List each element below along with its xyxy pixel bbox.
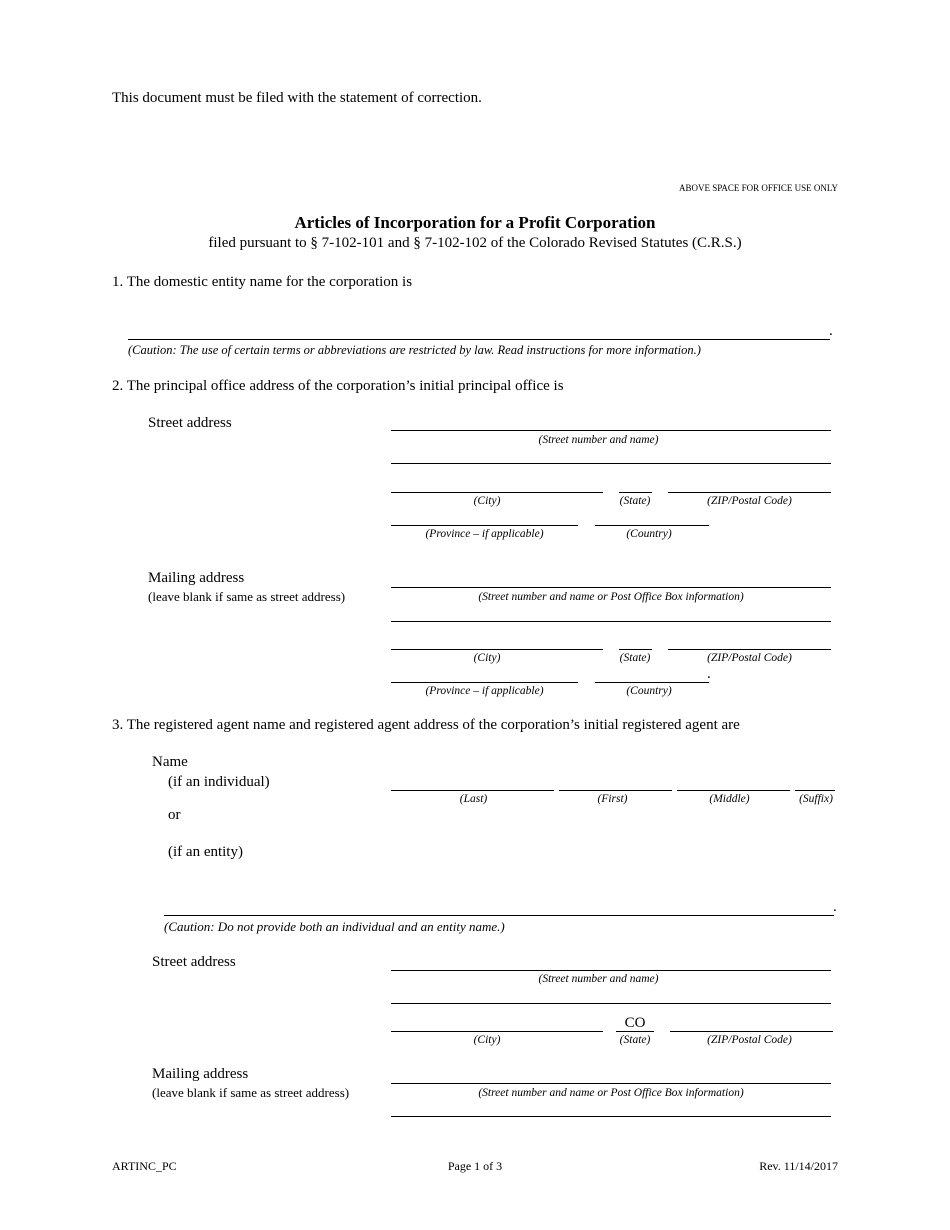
agent-suffix-input[interactable] [795, 773, 835, 791]
entity-name-input[interactable] [128, 322, 830, 340]
principal-mailing-street-input[interactable] [391, 570, 831, 588]
agent-street-line2-input[interactable] [391, 986, 831, 1004]
agent-state-value: CO [616, 1015, 654, 1032]
principal-mailing-city-caption: (City) [473, 652, 501, 664]
agent-last-caption: (Last) [459, 793, 488, 805]
principal-mailing-label: Mailing address [148, 570, 245, 586]
agent-mailing-label: Mailing address [152, 1066, 249, 1082]
principal-city-caption: (City) [473, 495, 501, 507]
agent-street-label: Street address [152, 954, 236, 970]
agent-mailing-note: (leave blank if same as street address) [152, 1085, 350, 1100]
section-2-label: 2. The principal office address of the corporation’s initial principal office is [112, 378, 564, 394]
principal-mailing-zip-caption: (ZIP/Postal Code) [707, 652, 792, 664]
agent-mailing-street-input[interactable] [391, 1066, 831, 1084]
principal-mailing-city-input[interactable] [391, 632, 603, 650]
principal-zip-caption: (ZIP/Postal Code) [707, 495, 792, 507]
agent-state-caption: (State) [619, 1034, 651, 1046]
principal-mailing-note: (leave blank if same as street address) [148, 589, 346, 604]
agent-last-name-input[interactable] [391, 773, 554, 791]
principal-mailing-zip-input[interactable] [668, 632, 831, 650]
agent-first-caption: (First) [597, 793, 628, 805]
agent-mailing-street-caption: (Street number and name or Post Office Box information) [478, 1087, 744, 1099]
agent-city-caption: (City) [473, 1034, 501, 1046]
principal-mailing-province-caption: (Province – if applicable) [425, 685, 544, 697]
agent-middle-name-input[interactable] [677, 773, 790, 791]
agent-or-label: or [168, 807, 181, 823]
agent-middle-caption: (Middle) [709, 793, 750, 805]
agent-name-label: Name [152, 754, 188, 770]
agent-zip-caption: (ZIP/Postal Code) [707, 1034, 792, 1046]
principal-mailing-country-caption: (Country) [626, 685, 672, 697]
principal-province-caption: (Province – if applicable) [425, 528, 544, 540]
principal-street-label: Street address [148, 415, 232, 431]
agent-street-input[interactable] [391, 953, 831, 971]
revision-date: Rev. 11/14/2017 [759, 1159, 838, 1173]
principal-mailing-state-caption: (State) [619, 652, 651, 664]
section-1-caution: (Caution: The use of certain terms or abbreviations are restricted by law. Read instructions for more information.) [128, 343, 701, 357]
principal-mailing-province-input[interactable] [391, 665, 578, 683]
agent-suffix-caption: (Suffix) [799, 793, 833, 805]
principal-mailing-street-caption: (Street number and name or Post Office Box information) [478, 591, 744, 603]
agent-entity-label: (if an entity) [168, 844, 243, 860]
form-id: ARTINC_PC [112, 1159, 177, 1173]
agent-street-caption: (Street number and name) [538, 973, 659, 985]
principal-zip-input[interactable] [668, 475, 831, 493]
principal-street-input[interactable] [391, 413, 831, 431]
principal-mailing-state-input[interactable] [619, 632, 652, 650]
mailing-country-period: . [707, 666, 711, 682]
agent-mailing-street-line2-input[interactable] [391, 1099, 831, 1117]
principal-city-input[interactable] [391, 475, 603, 493]
section-3-label: 3. The registered agent name and registered agent address of the corporation’s initial registered agent are [112, 717, 740, 733]
agent-entity-name-input[interactable] [164, 898, 834, 916]
page-title: Articles of Incorporation for a Profit Corporation [294, 213, 656, 232]
principal-province-input[interactable] [391, 508, 578, 526]
principal-mailing-street-line2-input[interactable] [391, 604, 831, 622]
agent-zip-input[interactable] [670, 1014, 833, 1032]
agent-first-name-input[interactable] [559, 773, 672, 791]
principal-state-input[interactable] [619, 475, 652, 493]
filing-notice: This document must be filed with the statement of correction. [112, 90, 482, 106]
agent-caution: (Caution: Do not provide both an individual and an entity name.) [164, 919, 505, 934]
principal-country-input[interactable] [595, 508, 709, 526]
entity-name-period: . [829, 323, 833, 339]
principal-state-caption: (State) [619, 495, 651, 507]
page-number: Page 1 of 3 [447, 1159, 503, 1173]
agent-individual-label: (if an individual) [168, 774, 270, 790]
entity-name-period-2: . [833, 899, 837, 915]
section-1-label: 1. The domestic entity name for the corporation is [112, 274, 413, 290]
page-subtitle: filed pursuant to § 7-102-101 and § 7-102-102 of the Colorado Revised Statutes (C.R.S.) [208, 235, 742, 251]
agent-city-input[interactable] [391, 1014, 603, 1032]
principal-street-caption: (Street number and name) [538, 434, 659, 446]
principal-street-line2-input[interactable] [391, 446, 831, 464]
office-use-label: ABOVE SPACE FOR OFFICE USE ONLY [678, 183, 838, 193]
principal-mailing-country-input[interactable] [595, 665, 709, 683]
principal-country-caption: (Country) [626, 528, 672, 540]
